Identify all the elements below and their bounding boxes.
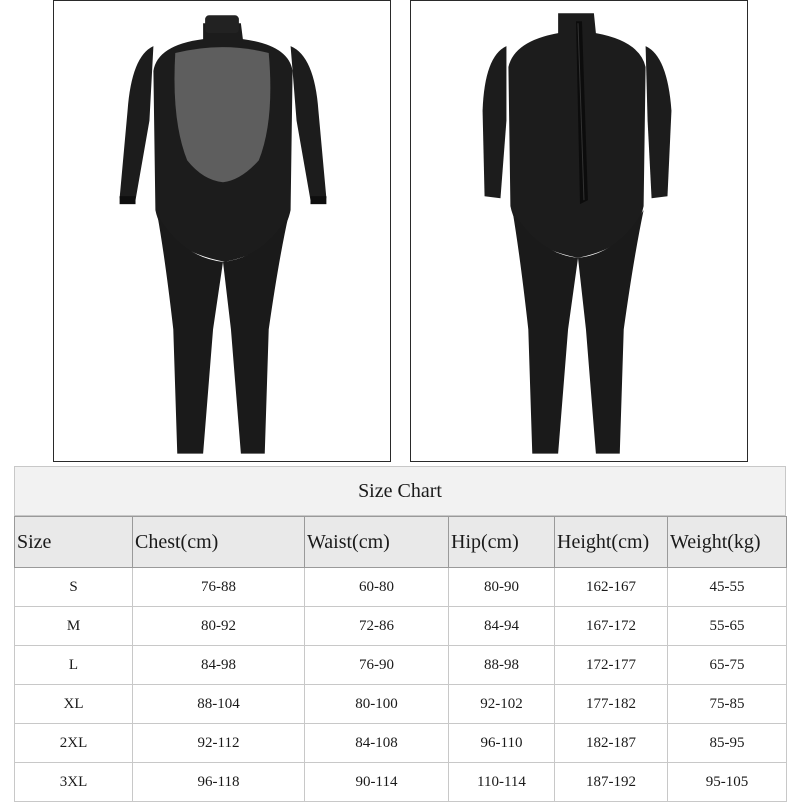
cell-hip: 80-90 <box>449 568 555 607</box>
cell-height: 172-177 <box>555 646 668 685</box>
cell-chest: 80-92 <box>133 607 305 646</box>
cell-hip: 92-102 <box>449 685 555 724</box>
cell-waist: 60-80 <box>305 568 449 607</box>
cell-size: L <box>15 646 133 685</box>
cell-height: 177-182 <box>555 685 668 724</box>
cell-size: 3XL <box>15 763 133 802</box>
table-row <box>15 646 787 685</box>
cell-chest: 92-112 <box>133 724 305 763</box>
header-weight: Weight(kg) <box>668 517 787 568</box>
table-row <box>15 685 787 724</box>
header-height: Height(cm) <box>555 517 668 568</box>
header-chest: Chest(cm) <box>133 517 305 568</box>
wetsuit-back-image <box>410 0 748 462</box>
cell-size: 2XL <box>15 724 133 763</box>
cell-hip: 88-98 <box>449 646 555 685</box>
wetsuit-front-icon <box>54 1 390 461</box>
cell-weight: 75-85 <box>668 685 787 724</box>
table-header-row <box>15 517 787 568</box>
cell-waist: 72-86 <box>305 607 449 646</box>
header-size: Size <box>15 517 133 568</box>
cell-height: 162-167 <box>555 568 668 607</box>
cell-chest: 84-98 <box>133 646 305 685</box>
cell-size: S <box>15 568 133 607</box>
table-row <box>15 763 787 802</box>
cell-waist: 84-108 <box>305 724 449 763</box>
size-table <box>14 516 787 802</box>
cell-size: XL <box>15 685 133 724</box>
cell-weight: 55-65 <box>668 607 787 646</box>
table-row <box>15 607 787 646</box>
cell-height: 182-187 <box>555 724 668 763</box>
cell-chest: 88-104 <box>133 685 305 724</box>
cell-waist: 90-114 <box>305 763 449 802</box>
cell-weight: 65-75 <box>668 646 787 685</box>
table-row <box>15 724 787 763</box>
cell-height: 167-172 <box>555 607 668 646</box>
cell-hip: 84-94 <box>449 607 555 646</box>
cell-size: M <box>15 607 133 646</box>
size-chart <box>14 466 786 800</box>
cell-hip: 96-110 <box>449 724 555 763</box>
cell-weight: 85-95 <box>668 724 787 763</box>
wetsuit-back-icon <box>411 1 747 461</box>
table-row <box>15 568 787 607</box>
cell-chest: 96-118 <box>133 763 305 802</box>
cell-hip: 110-114 <box>449 763 555 802</box>
header-waist: Waist(cm) <box>305 517 449 568</box>
size-chart-title-bar <box>14 466 786 516</box>
wetsuit-front-image <box>53 0 391 462</box>
cell-height: 187-192 <box>555 763 668 802</box>
header-hip: Hip(cm) <box>449 517 555 568</box>
size-chart-title: Size Chart <box>358 479 442 502</box>
cell-waist: 76-90 <box>305 646 449 685</box>
cell-chest: 76-88 <box>133 568 305 607</box>
cell-weight: 95-105 <box>668 763 787 802</box>
cell-waist: 80-100 <box>305 685 449 724</box>
cell-weight: 45-55 <box>668 568 787 607</box>
